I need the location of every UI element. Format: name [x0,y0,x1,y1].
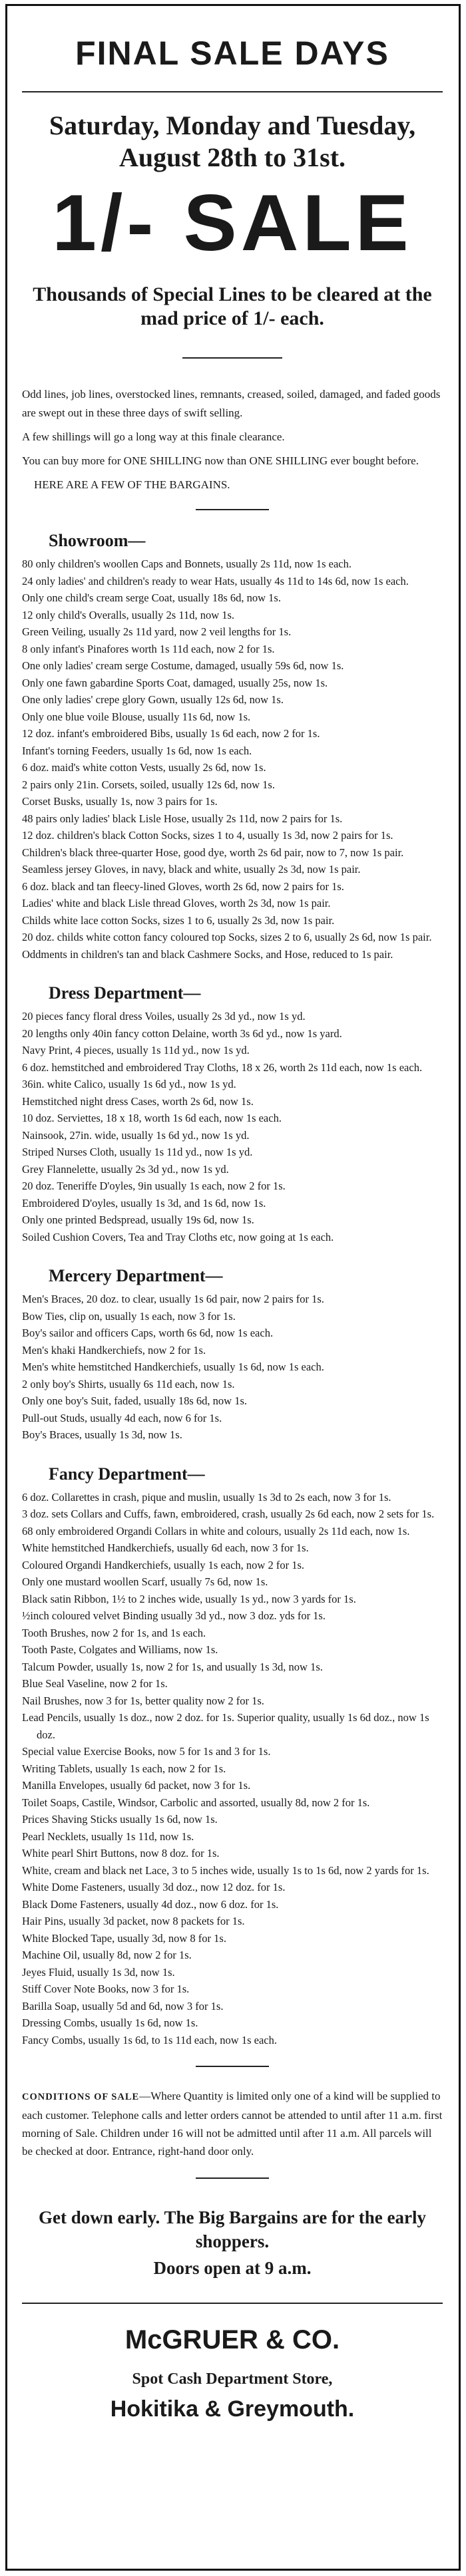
store-towns: Hokitika & Greymouth. [110,2396,355,2422]
bargain-item: Embroidered D'oyles, usually 1s 3d, and 1s 6d, now 1s. [22,1196,266,1209]
bargain-item: White pearl Shirt Buttons, now 8 doz. for 1s. [22,1847,220,1859]
bargain-item: Machine Oil, usually 8d, now 2 for 1s. [22,1949,192,1961]
bargain-item: Tooth Paste, Colgates and Williams, now 1s. [22,1643,218,1656]
bargain-item: Lead Pencils, usually 1s doz., now 2 doz. for 1s. Superior quality, usually 1s 6d doz., now 1s doz. [22,1711,429,1741]
bargain-item: Tooth Brushes, now 2 for 1s, and 1s each. [22,1626,206,1639]
bargain-item: 20 pieces fancy floral dress Voiles, usually 2s 3d yd., now 1s yd. [22,1010,306,1023]
bargain-item: Infant's torning Feeders, usually 1s 6d, now 1s each. [22,744,252,757]
bargain-item: Prices Shaving Sticks usually 1s 6d, now 1s. [22,1813,218,1826]
section-heading: Dress Department— [49,983,201,1003]
bargain-item: White hemstitched Handkerchiefs, usually 6d each, now 3 for 1s. [22,1541,309,1554]
bargain-item: Bow Ties, clip on, usually 1s each, now 3 for 1s. [22,1309,236,1323]
bargain-item: One only ladies' crepe glory Gown, usually 12s 6d, now 1s. [22,693,284,706]
bargain-item: Grey Flannelette, usually 2s 3d yd., now 1s yd. [22,1162,229,1176]
bargain-item: 36in. white Calico, usually 1s 6d yd., now 1s yd. [22,1078,236,1090]
bargain-item: Pull-out Studs, usually 4d each, now 6 for 1s. [22,1411,222,1424]
bargain-sections [22,530,443,2048]
bargain-item: 20 doz. childs white cotton fancy coloured top Socks, sizes 2 to 6, usually 2s 6d, now 1s pair. [22,931,432,943]
bargain-item: 6 doz. maid's white cotton Vests, usually 2s 6d, now 1s. [22,761,266,774]
intro-paragraph: A few shillings will go a long way at this finale clearance. [22,430,285,443]
bargain-item: White Dome Fasteners, usually 3d doz., now 12 doz. for 1s. [22,1881,286,1893]
bargain-item: Oddments in children's tan and black Cashmere Socks, and Hose, reduced to 1s pair. [22,947,393,961]
sale-headline: 1/- SALE [52,178,413,267]
bargain-item: Blue Seal Vaseline, now 2 for 1s. [22,1677,168,1690]
divider-rule [182,357,282,359]
bargain-item: Striped Nurses Cloth, usually 1s 11d yd., now 1s yd. [22,1146,253,1158]
bargain-item: White, cream and black net Lace, 3 to 5 inches wide, usually 1s to 1s 6d, now 2 yards for 1s. [22,1863,429,1877]
bargain-item: 20 doz. Teneriffe D'oyles, 9in usually 1s each, now 2 for 1s. [22,1180,286,1192]
conditions-text: —Where Quantity is limited only one of a kind will be supplied to each customer. Telephone calls and letter orders cannot be attended to until after 11 a.m. first morning of Sale. Children under 16 will not be admitted until after 11 a.m. All parcels will be checked at door. Entrance, right-hand door only. [22,2090,443,2158]
intro-paragraph: Odd lines, job lines, overstocked lines, remnants, creased, soiled, damaged, and faded goods are swept out in these three days of swift selling. [22,388,441,419]
bargain-item: Toilet Soaps, Castile, Windsor, Carbolic and assorted, usually 8d, now 2 for 1s. [22,1796,370,1809]
bargain-item: Navy Print, 4 pieces, usually 1s 11d yd., now 1s yd. [22,1044,250,1056]
bargain-item: 3 doz. sets Collars and Cuffs, fawn, embroidered, crash, usually 2s 6d each, now 2 sets for 1s. [22,1508,435,1520]
bargain-item: Special value Exercise Books, now 5 for 1s and 3 for 1s. [22,1745,271,1758]
doors-open-notice: Doors open at 9 a.m. [153,2258,312,2278]
bargain-item: 2 pairs only 21in. Corsets, soiled, usually 12s 6d, now 1s. [22,778,275,791]
bargain-item: Seamless jersey Gloves, in navy, black and white, usually 2s 3d, now 1s pair. [22,863,361,876]
footer-rule [22,2303,443,2304]
conditions-label: CONDITIONS OF SALE [22,2092,140,2102]
bargain-item: 2 only boy's Shirts, usually 6s 11d each, now 1s. [22,1377,235,1390]
bargain-item: Hair Pins, usually 3d packet, now 8 packets for 1s. [22,1915,245,1927]
bargain-item: Nail Brushes, now 3 for 1s, better quality now 2 for 1s. [22,1694,264,1707]
bargain-item: Barilla Soap, usually 5d and 6d, now 3 for 1s. [22,1999,224,2012]
bargain-item: Nainsook, 27in. wide, usually 1s 6d yd., now 1s yd. [22,1128,250,1142]
bargain-item: Boy's Braces, usually 1s 3d, now 1s. [22,1428,182,1441]
bargain-item: 12 doz. infant's embroidered Bibs, usually 1s 6d each, now 2 for 1s. [22,727,320,740]
bargain-item: Coloured Organdi Handkerchiefs, usually 1s each, now 2 for 1s. [22,1558,305,1571]
bargain-item: Writing Tablets, usually 1s each, now 2 for 1s. [22,1762,226,1775]
bargain-item: 12 doz. children's black Cotton Socks, sizes 1 to 4, usually 1s 3d, now 2 pairs for 1s. [22,829,393,842]
firm-name: McGRUER & CO. [124,2325,340,2354]
sale-dates: Saturday, Monday and Tuesday, August 28th to 31st. [49,110,416,172]
divider-rule [196,2177,269,2179]
bargain-item: 24 only ladies' and children's ready to wear Hats, usually 4s 11d to 14s 6d, now 1s each. [22,574,409,587]
bargain-item: Boy's sailor and officers Caps, worth 6s 6d, now 1s each. [22,1327,274,1339]
bargain-item: Black satin Ribbon, 1½ to 2 inches wide, usually 1s yd., now 3 yards for 1s. [22,1592,356,1605]
bargain-item: Ladies' white and black Lisle thread Gloves, worth 2s 3d, now 1s pair. [22,897,331,909]
bargain-item: 6 doz. hemstitched and embroidered Tray Cloths, 18 x 26, worth 2s 11d each, now 1s each. [22,1060,423,1074]
store-description: Spot Cash Department Store, [132,2370,333,2388]
advertisement-body [7,37,459,2422]
bargain-item: Green Veiling, usually 2s 11d yard, now 2 veil lengths for 1s. [22,625,292,638]
bargain-item: Men's Braces, 20 doz. to clear, usually 1s 6d pair, now 2 pairs for 1s. [22,1293,324,1305]
bargain-item: Soiled Cushion Covers, Tea and Tray Cloths etc, now going at 1s each. [22,1230,334,1243]
bargain-item: 6 doz. black and tan fleecy-lined Gloves, worth 2s 6d, now 2 pairs for 1s. [22,880,344,893]
bargain-item: Fancy Combs, usually 1s 6d, to 1s 11d each, now 1s each. [22,2033,277,2046]
bargain-item: Corset Busks, usually 1s, now 3 pairs for 1s. [22,795,218,808]
bargain-item: Manilla Envelopes, usually 6d packet, now 3 for 1s. [22,1779,251,1792]
bargain-item: Childs white lace cotton Socks, sizes 1 to 6, usually 2s 3d, now 1s pair. [22,913,335,927]
bargain-item: 48 pairs only ladies' black Lisle Hose, usually 2s 11d, now 2 pairs for 1s. [22,812,343,825]
bargain-item: Pearl Necklets, usually 1s 11d, now 1s. [22,1830,194,1843]
advertisement [5,4,461,2571]
bargain-item: Only one boy's Suit, faded, usually 18s 6d, now 1s. [22,1394,248,1407]
bargain-item: Only one printed Bedspread, usually 19s 6d, now 1s. [22,1213,254,1226]
sale-subtitle: Thousands of Special Lines to be cleared at the mad price of 1/- each. [33,283,432,329]
bargain-item: Jeyes Fluid, usually 1s 3d, now 1s. [22,1965,175,1979]
top-rule [22,91,443,92]
section-heading: Mercery Department— [49,1266,223,1285]
intro-paragraph: You can buy more for ONE SHILLING now than ONE SHILLING ever bought before. [22,454,419,467]
bargain-item: Men's khaki Handkerchiefs, now 2 for 1s. [22,1343,206,1357]
bargain-item: 68 only embroidered Organdi Collars in white and colours, usually 2s 11d each, now 1s. [22,1524,410,1537]
bargain-item: 80 only children's woollen Caps and Bonnets, usually 2s 11d, now 1s each. [22,558,352,570]
bargain-item: Children's black three-quarter Hose, good dye, worth 2s 6d pair, now to 7, now 1s pair. [22,846,404,859]
bargain-item: 6 doz. Collarettes in crash, pique and muslin, usually 1s 3d to 2s each, now 3 for 1s. [22,1490,391,1504]
bargain-item: Only one fawn gabardine Sports Coat, damaged, usually 25s, now 1s. [22,676,328,689]
footer-slogan: Get down early. The Big Bargains are for the early shoppers. [39,2207,426,2251]
bargain-item: Only one blue voile Blouse, usually 11s 6d, now 1s. [22,710,251,723]
bargain-item: 20 lengths only 40in fancy cotton Delaine, worth 3s 6d yd., now 1s yard. [22,1027,342,1040]
bargain-item: 8 only infant's Pinafores worth 1s 11d each, now 2 for 1s. [22,642,275,655]
intro-paragraph: HERE ARE A FEW OF THE BARGAINS. [34,478,230,491]
bargain-item: ½inch coloured velvet Binding usually 3d yd., now 3 doz. yds for 1s. [22,1609,326,1622]
bargain-item: 10 doz. Serviettes, 18 x 18, worth 1s 6d each, now 1s each. [22,1112,282,1124]
bargain-item: Black Dome Fasteners, usually 4d doz., now 6 doz. for 1s. [22,1897,279,1911]
bargain-item: One only ladies' cream serge Costume, damaged, usually 59s 6d, now 1s. [22,659,344,672]
bargain-item: Talcum Powder, usually 1s, now 2 for 1s, and usually 1s 3d, now 1s. [22,1660,323,1673]
conditions-of-sale [22,2087,443,2160]
bargain-item: White Blocked Tape, usually 3d, now 8 for 1s. [22,1931,226,1945]
section-heading: Fancy Department— [49,1464,205,1484]
bargain-item: Only one mustard woollen Scarf, usually 7s 6d, now 1s. [22,1575,268,1588]
headline-final-sale-days: FINAL SALE DAYS [75,35,389,72]
divider-rule [196,2066,269,2067]
divider-rule [196,509,269,510]
bargain-item: 12 only child's Overalls, usually 2s 11d, now 1s. [22,608,235,621]
bargain-item: Men's white hemstitched Handkerchiefs, usually 1s 6d, now 1s each. [22,1361,324,1373]
section-heading: Showroom— [49,531,146,550]
bargain-item: Only one child's cream serge Coat, usually 18s 6d, now 1s. [22,591,281,604]
intro-text [22,385,443,494]
bargain-item: Dressing Combs, usually 1s 6d, now 1s. [22,2016,198,2029]
bargain-item: Stiff Cover Note Books, now 3 for 1s. [22,1983,190,1995]
bargain-item: Hemstitched night dress Cases, worth 2s 6d, now 1s. [22,1094,254,1108]
